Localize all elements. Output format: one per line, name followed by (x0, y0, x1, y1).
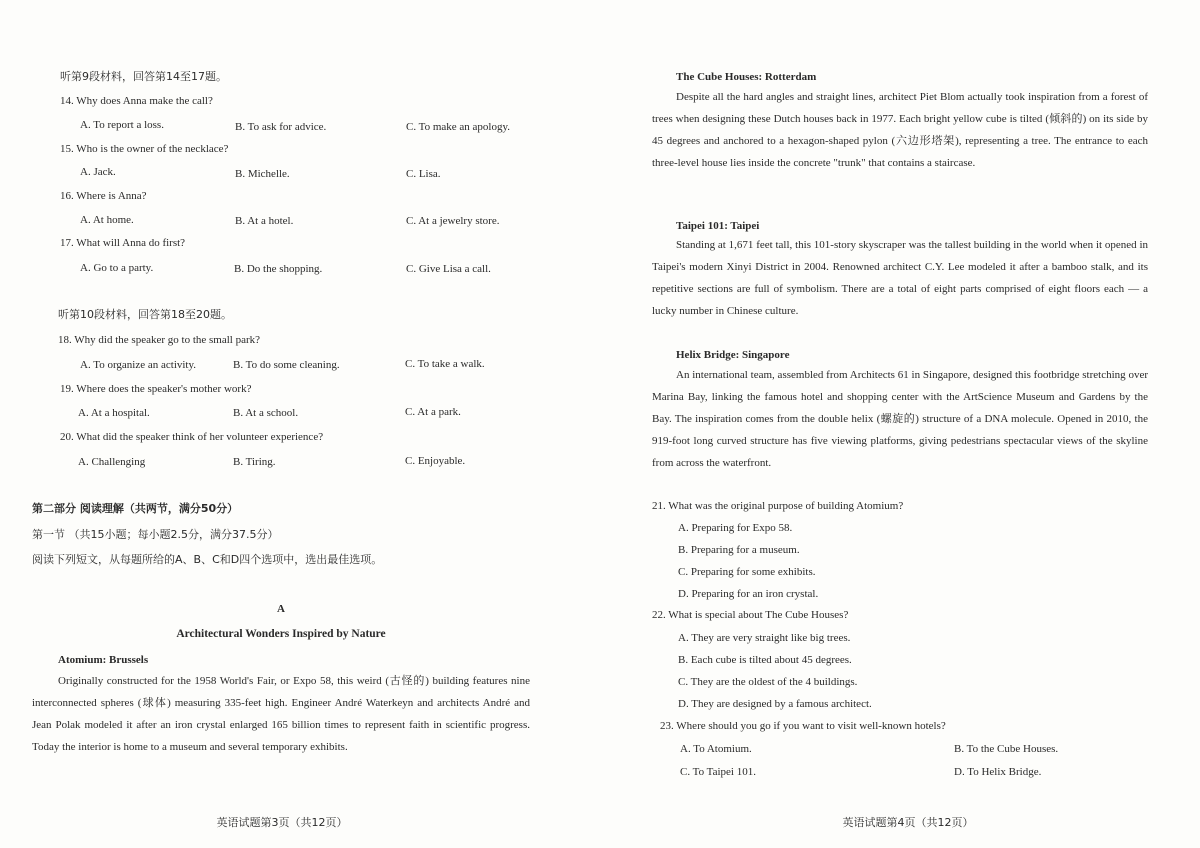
q16-option-b: B. At a hotel. (235, 215, 294, 227)
q21-option-d: D. Preparing for an iron crystal. (678, 588, 819, 600)
q15-option-a: A. Jack. (80, 166, 116, 178)
q14-option-a: A. To report a loss. (80, 119, 164, 131)
q23-option-a: A. To Atomium. (680, 743, 752, 755)
part2-title: 第二部分 阅读理解（共两节，满分50分） (32, 502, 239, 515)
cube-houses-heading: The Cube Houses: Rotterdam (676, 71, 817, 83)
right-page (600, 0, 1200, 848)
passage-title: Architectural Wonders Inspired by Nature (176, 628, 386, 640)
q15-option-c: C. Lisa. (406, 168, 441, 180)
section1-title: 第一节 （共15小题；每小题2.5分，满分37.5分） (32, 528, 279, 541)
q18-option-a: A. To organize an activity. (80, 359, 197, 371)
question-17: 17. What will Anna do first? (60, 237, 186, 249)
atomium-heading: Atomium: Brussels (58, 654, 149, 666)
helix-paragraph: An international team, assembled from Architects 61 in Singapore, designed this footbridge stretching over Marina Bay, linking the famous hotel and shopping center with the ArtScience Museum and Gardens by the Bay. The inspiration comes from the double helix (螺旋的) structure of a DNA molecule. Opened in 2010, the 919-foot long curved structure has five viewing platforms, giving pedestrians spectacular views of the skyline from across the waterfront. (652, 369, 1148, 469)
question-19: 19. Where does the speaker's mother work? (60, 383, 252, 395)
taipei-heading: Taipei 101: Taipei (676, 220, 760, 232)
taipei-paragraph: Standing at 1,671 feet tall, this 101-story skyscraper was the tallest building in the world when it opened in Taipei's modern Xinyi District in 2004. Renowned architect C.Y. Lee modeled it after a bamboo stalk, and its repetitive sections are full of symbolism. There are a total of eight parts comprised of eight floors each — a lucky number in Chinese culture. (652, 239, 1148, 317)
q22-option-d: D. They are designed by a famous architect. (678, 698, 872, 710)
q23-option-d: D. To Helix Bridge. (954, 766, 1042, 778)
q23-option-b: B. To the Cube Houses. (954, 743, 1059, 755)
q17-option-c: C. Give Lisa a call. (406, 263, 491, 275)
reading-instructions: 阅读下列短文，从每题所给的A、B、C和D四个选项中，选出最佳选项。 (32, 553, 383, 566)
q22-option-b: B. Each cube is tilted about 45 degrees. (678, 654, 852, 666)
q17-option-a: A. Go to a party. (80, 262, 154, 274)
q19-option-c: C. At a park. (405, 406, 461, 418)
question-22: 22. What is special about The Cube Houses? (652, 609, 849, 621)
q15-option-b: B. Michelle. (235, 168, 290, 180)
q21-option-a: A. Preparing for Expo 58. (678, 522, 793, 534)
cube-houses-paragraph: Despite all the hard angles and straight lines, architect Piet Blom actually took inspiration from a forest of trees when designing these Dutch houses back in 1977. Each bright yellow cube is tilted (倾斜的) on its side by 45 degrees and anchored to a hexagon-shaped pylon (六边形塔架), representing a tree. The entrance to each three-level house lies inside the concrete "trunk" that contains a staircase. (652, 91, 1148, 169)
q14-option-b: B. To ask for advice. (235, 121, 327, 133)
page-footer-4: 英语试题第4页（共12页） (842, 816, 974, 829)
question-20: 20. What did the speaker think of her volunteer experience? (60, 431, 324, 443)
passage-letter: A (277, 603, 285, 615)
q16-option-c: C. At a jewelry store. (406, 215, 500, 227)
q19-option-a: A. At a hospital. (78, 407, 150, 419)
q19-option-b: B. At a school. (233, 407, 299, 419)
q14-option-c: C. To make an apology. (406, 121, 511, 133)
question-14: 14. Why does Anna make the call? (60, 95, 213, 107)
q21-option-c: C. Preparing for some exhibits. (678, 566, 816, 578)
question-18: 18. Why did the speaker go to the small park? (58, 334, 261, 346)
helix-heading: Helix Bridge: Singapore (676, 349, 790, 361)
question-23: 23. Where should you go if you want to visit well-known hotels? (660, 720, 946, 732)
q20-option-b: B. Tiring. (233, 456, 276, 468)
q18-option-b: B. To do some cleaning. (233, 359, 340, 371)
q18-option-c: C. To take a walk. (405, 358, 485, 370)
q22-option-a: A. They are very straight like big trees. (678, 632, 851, 644)
atomium-paragraph: Originally constructed for the 1958 World's Fair, or Expo 58, this weird (古怪的) building features nine interconnected spheres (球体) measuring 335-feet high. Engineer André Waterkeyn and architects André and Jean Polak modeled it after an iron crystal enlarged 165 billion times to represent faith in scientific progress. Today the interior is home to a museum and several temporary exhibits. (32, 675, 530, 753)
question-21: 21. What was the original purpose of building Atomium? (652, 500, 904, 512)
q23-option-c: C. To Taipei 101. (680, 766, 756, 778)
section10-instruction: 听第10段材料，回答第18至20题。 (58, 308, 232, 321)
q20-option-c: C. Enjoyable. (405, 455, 466, 467)
q21-option-b: B. Preparing for a museum. (678, 544, 800, 556)
q20-option-a: A. Challenging (78, 456, 146, 468)
page-footer-3: 英语试题第3页（共12页） (216, 816, 348, 829)
question-16: 16. Where is Anna? (60, 190, 147, 202)
q16-option-a: A. At home. (80, 214, 134, 226)
section9-instruction: 听第9段材料，回答第14至17题。 (60, 70, 227, 83)
q17-option-b: B. Do the shopping. (234, 263, 323, 275)
q22-option-c: C. They are the oldest of the 4 buildings. (678, 676, 858, 688)
question-15: 15. Who is the owner of the necklace? (60, 143, 229, 155)
